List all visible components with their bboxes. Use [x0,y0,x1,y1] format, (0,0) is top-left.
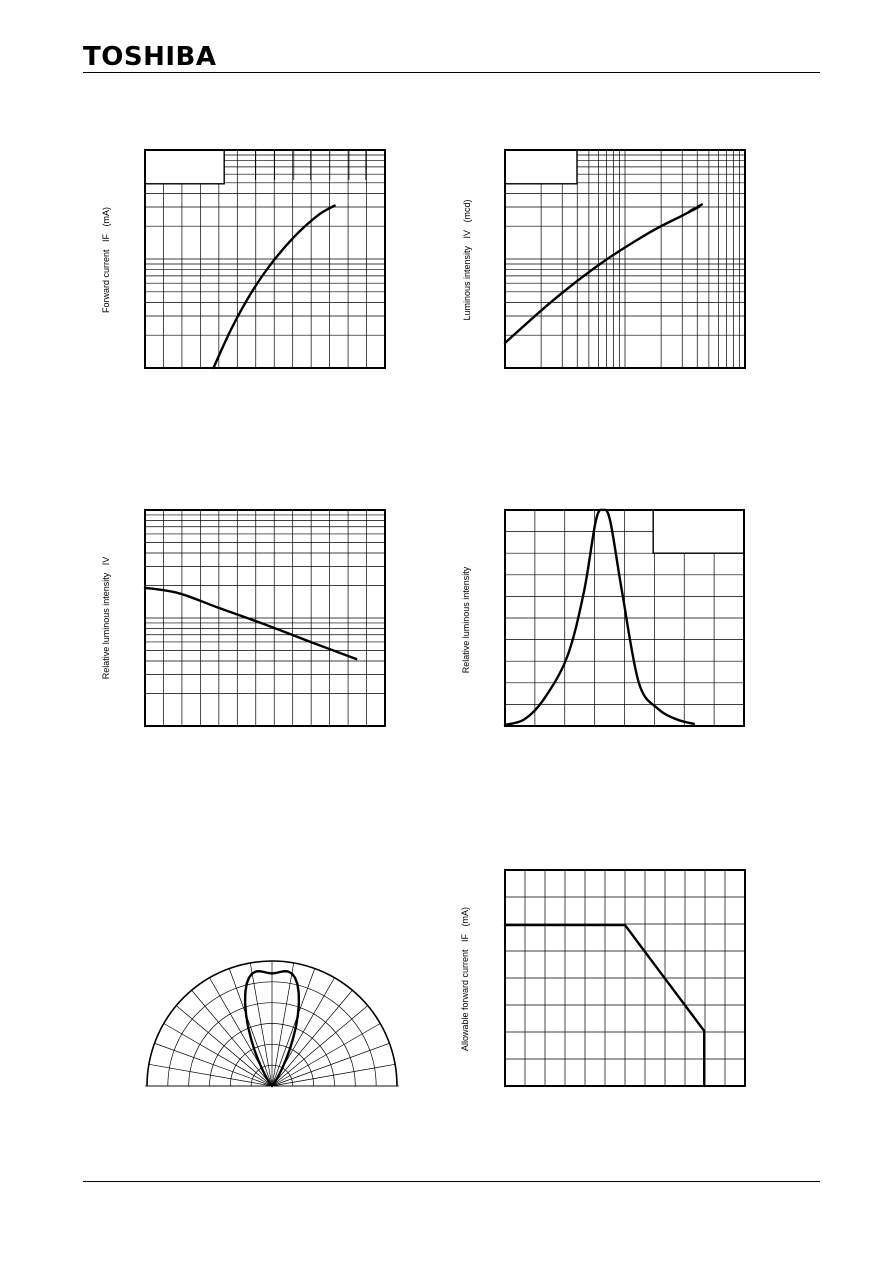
legend-box [653,510,744,553]
chart1-ylabel: Forward current IF (mA) [101,207,111,314]
chart2-ylabel: Luminous intensity IV (mcd) [462,199,472,321]
radiation-pattern-chart [145,958,399,1088]
derating-chart [505,870,745,1086]
footer-rule [83,1181,820,1182]
chart3-ylabel: Relative luminous intensity IV [101,556,111,680]
legend-box [145,150,224,184]
toshiba-logo: TOSHIBA [83,42,217,72]
forward-current-chart [145,150,385,368]
legend-box [505,150,577,184]
series-line [145,588,356,659]
series-line [505,207,699,343]
relative-intensity-chart [145,510,385,726]
chart6-ylabel: Allowable forward current IF (mA) [460,906,470,1052]
spectrum-chart [505,510,744,726]
header-rule [83,72,820,73]
luminous-intensity-chart [505,150,745,368]
chart4-ylabel: Relative luminous intensity [461,566,471,674]
series-line [505,925,704,1086]
